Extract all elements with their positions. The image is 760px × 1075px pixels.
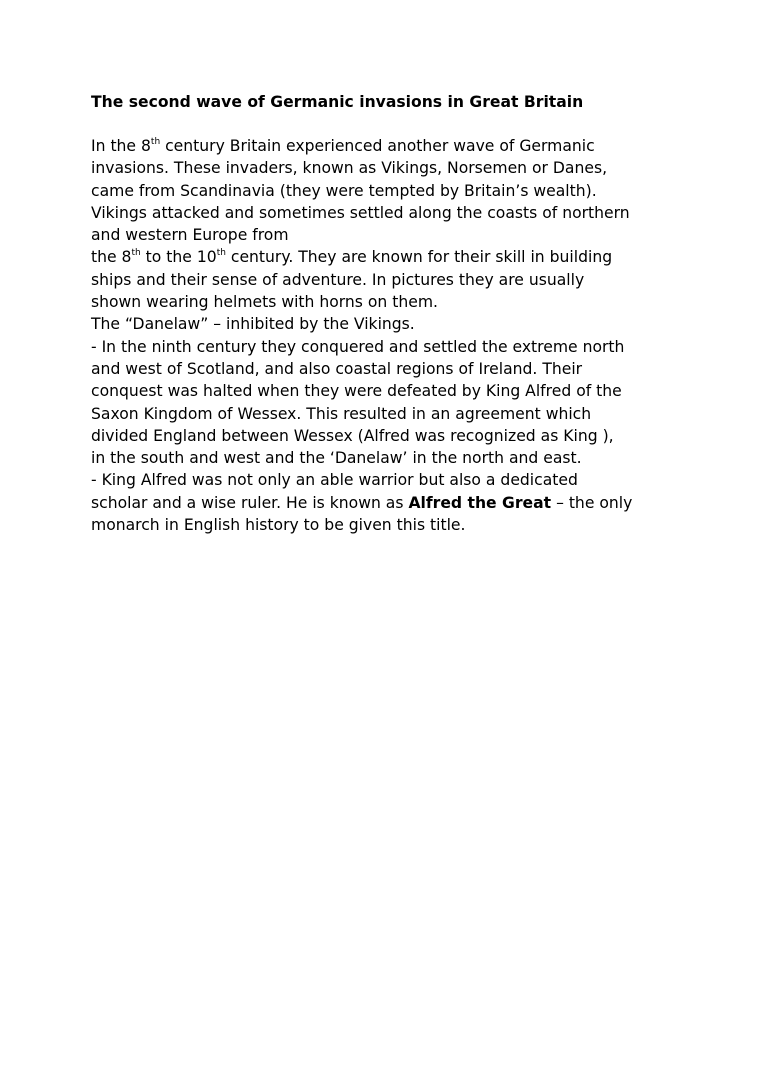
text-line-4: Vikings attacked and sometimes settled along the coasts of northern (91, 203, 630, 222)
text-line-12: conquest was halted when they were defeated by King Alfred of the (91, 382, 622, 401)
text-line-5: and western Europe from (91, 226, 289, 245)
text-line-8: shown wearing helmets with horns on them. (91, 293, 438, 312)
text-line-16: - King Alfred was not only an able warrior but also a dedicated (91, 471, 578, 490)
text-line-15: in the south and west and the ‘Danelaw’ in the north and east. (91, 449, 582, 468)
text-line-18: monarch in English history to be given this title. (91, 516, 466, 535)
text-line-2: invasions. These invaders, known as Vikings, Norsemen or Danes, (91, 159, 608, 178)
text-line-14: divided England between Wessex (Alfred was recognized as King ), (91, 426, 614, 445)
text-line-10: - In the ninth century they conquered and settled the extreme north (91, 337, 625, 356)
text-line-13: Saxon Kingdom of Wessex. This resulted in an agreement which (91, 404, 592, 423)
superscript-th: th (150, 137, 161, 147)
text-line-7: ships and their sense of adventure. In pictures they are usually (91, 270, 585, 289)
body-text (91, 135, 691, 536)
document-title: The second wave of Germanic invasions in Great Britain (91, 93, 584, 111)
paragraph-spacer (91, 113, 691, 135)
text-line-3: came from Scandinavia (they were tempted by Britain’s wealth). (91, 181, 597, 200)
text-line-1: In the 8th century Britain experienced another wave of Germanic (91, 137, 595, 155)
document-page (91, 91, 691, 536)
text-line-11: and west of Scotland, and also coastal regions of Ireland. Their (91, 359, 583, 378)
superscript-th: th (216, 248, 226, 259)
bold-name: Alfred the Great (408, 493, 552, 512)
text-line-9: The “Danelaw” – inhibited by the Vikings. (91, 315, 415, 334)
text-line-17: scholar and a wise ruler. He is known as Alfred the Great – the only (91, 493, 633, 512)
text-line-6: the 8th to the 10th century. They are known for their skill in building (91, 248, 613, 267)
superscript-th: th (131, 248, 141, 259)
